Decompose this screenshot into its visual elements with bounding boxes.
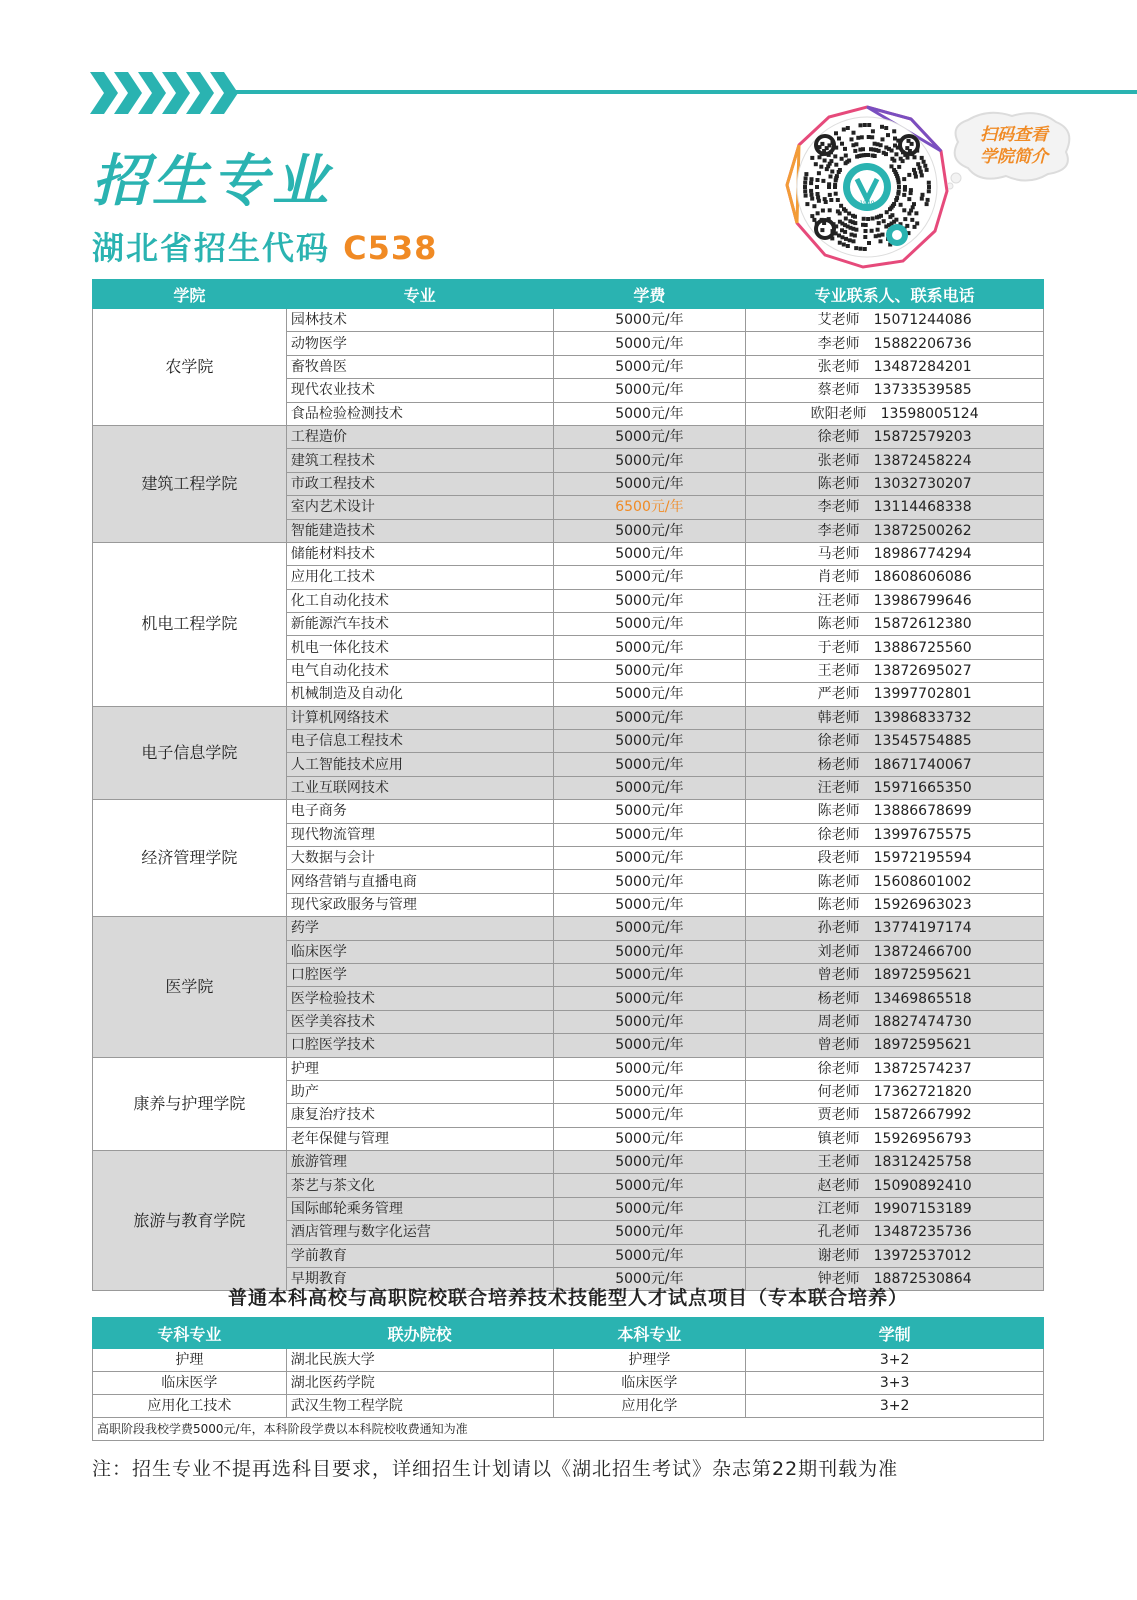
major-cell: 畜牧兽医 — [286, 355, 553, 378]
contact-cell — [746, 332, 1044, 355]
fee-cell: 5000元/年 — [553, 963, 746, 986]
fee-cell: 6500元/年 — [553, 496, 746, 519]
major-cell: 计算机网络技术 — [286, 706, 553, 729]
phone-number: 13545754885 — [873, 733, 972, 750]
major-cell: 电子商务 — [286, 800, 553, 823]
teacher-name: 李老师 — [817, 522, 860, 539]
table-row — [93, 1418, 1044, 1441]
province-label: 湖北省招生代码 — [92, 229, 331, 267]
fee-cell: 5000元/年 — [553, 776, 746, 799]
table-row — [93, 1372, 1044, 1395]
teacher-name: 李老师 — [817, 335, 860, 352]
major-cell: 康复治疗技术 — [286, 1104, 553, 1127]
joint-table-header — [93, 1318, 1044, 1349]
contact-cell — [746, 1197, 1044, 1220]
province-code-line — [92, 228, 437, 268]
contact-cell — [746, 309, 1044, 332]
phone-number: 13872466700 — [873, 943, 972, 960]
province-code: C538 — [343, 229, 438, 267]
diploma-major-cell: 护理 — [93, 1349, 287, 1372]
phone-number: 18872530864 — [873, 1271, 972, 1288]
fee-cell: 5000元/年 — [553, 1034, 746, 1057]
phone-number: 13972537012 — [873, 1247, 972, 1264]
fee-cell: 5000元/年 — [553, 636, 746, 659]
teacher-name: 江老师 — [817, 1201, 860, 1218]
teacher-name: 杨老师 — [817, 756, 860, 773]
fee-cell: 5000元/年 — [553, 823, 746, 846]
major-cell: 口腔医学 — [286, 963, 553, 986]
phone-number: 13872500262 — [873, 522, 972, 539]
college-cell: 电子信息学院 — [93, 706, 287, 800]
majors-table-body — [93, 309, 1044, 1291]
bachelor-major-cell: 应用化学 — [553, 1395, 746, 1418]
table-row — [93, 917, 1044, 940]
teacher-name: 张老师 — [817, 452, 860, 469]
phone-number: 13487235736 — [873, 1224, 972, 1241]
major-cell: 学前教育 — [286, 1244, 553, 1267]
contact-cell — [746, 1080, 1044, 1103]
fee-cell: 5000元/年 — [553, 683, 746, 706]
phone-number: 15972195594 — [873, 850, 972, 867]
col-header-diploma-major: 专科专业 — [93, 1318, 287, 1349]
system-cell: 3+2 — [746, 1395, 1044, 1418]
contact-cell — [746, 1010, 1044, 1033]
teacher-name: 徐老师 — [817, 733, 860, 750]
major-cell: 人工智能技术应用 — [286, 753, 553, 776]
major-cell: 工程造价 — [286, 425, 553, 448]
phone-number: 19907153189 — [873, 1201, 972, 1218]
page-title: 招生专业 — [92, 149, 332, 214]
table-row — [93, 542, 1044, 565]
partner-school-cell: 湖北民族大学 — [286, 1349, 553, 1372]
phone-number: 15608601002 — [873, 873, 972, 890]
teacher-name: 陈老师 — [817, 873, 860, 890]
col-header-major: 专业 — [286, 280, 553, 309]
major-cell: 电子信息工程技术 — [286, 730, 553, 753]
contact-cell — [746, 987, 1044, 1010]
major-cell: 旅游管理 — [286, 1151, 553, 1174]
major-cell: 茶艺与茶文化 — [286, 1174, 553, 1197]
phone-number: 13733539585 — [873, 382, 972, 399]
phone-number: 15926956793 — [873, 1130, 972, 1147]
teacher-name: 陈老师 — [817, 896, 860, 913]
col-header-college: 学院 — [93, 280, 287, 309]
phone-number: 18972595621 — [873, 967, 972, 984]
fee-cell: 5000元/年 — [553, 730, 746, 753]
phone-number: 15090892410 — [873, 1177, 972, 1194]
teacher-name: 段老师 — [817, 850, 860, 867]
contact-cell — [746, 589, 1044, 612]
teacher-name: 马老师 — [817, 546, 860, 563]
major-cell: 市政工程技术 — [286, 472, 553, 495]
contact-cell — [746, 963, 1044, 986]
major-cell: 化工自动化技术 — [286, 589, 553, 612]
qr-year: 1949 — [859, 200, 875, 207]
teacher-name: 张老师 — [817, 358, 860, 375]
contact-cell — [746, 940, 1044, 963]
major-cell: 国际邮轮乘务管理 — [286, 1197, 553, 1220]
phone-number: 13872574237 — [873, 1060, 972, 1077]
fee-cell: 5000元/年 — [553, 1244, 746, 1267]
col-header-fee: 学费 — [553, 280, 746, 309]
contact-cell — [746, 1057, 1044, 1080]
teacher-name: 周老师 — [817, 1013, 860, 1030]
major-cell: 临床医学 — [286, 940, 553, 963]
teacher-name: 孙老师 — [817, 920, 860, 937]
contact-cell — [746, 1151, 1044, 1174]
contact-cell — [746, 1127, 1044, 1150]
fee-cell: 5000元/年 — [553, 355, 746, 378]
college-cell: 医学院 — [93, 917, 287, 1057]
major-cell: 药学 — [286, 917, 553, 940]
fee-cell: 5000元/年 — [553, 589, 746, 612]
fee-cell: 5000元/年 — [553, 800, 746, 823]
table-row — [93, 800, 1044, 823]
contact-cell — [746, 519, 1044, 542]
major-cell: 现代农业技术 — [286, 379, 553, 402]
fee-cell: 5000元/年 — [553, 1057, 746, 1080]
table-row — [93, 309, 1044, 332]
contact-cell — [746, 1174, 1044, 1197]
phone-number: 15882206736 — [873, 335, 972, 352]
phone-number: 13997675575 — [873, 826, 972, 843]
col-header-system: 学制 — [746, 1318, 1044, 1349]
majors-table-header — [93, 280, 1044, 309]
major-cell: 大数据与会计 — [286, 846, 553, 869]
major-cell: 医学检验技术 — [286, 987, 553, 1010]
major-cell: 早期教育 — [286, 1268, 553, 1291]
table-row — [93, 1151, 1044, 1174]
col-header-contact: 专业联系人、联系电话 — [746, 280, 1044, 309]
teacher-name: 曾老师 — [817, 1037, 860, 1054]
contact-cell — [746, 613, 1044, 636]
fee-cell: 5000元/年 — [553, 566, 746, 589]
scan-hint-line2: 学院简介 — [980, 147, 1048, 167]
diploma-major-cell: 应用化工技术 — [93, 1395, 287, 1418]
major-cell: 食品检验检测技术 — [286, 402, 553, 425]
major-cell: 现代物流管理 — [286, 823, 553, 846]
fee-cell: 5000元/年 — [553, 706, 746, 729]
college-cell: 建筑工程学院 — [93, 425, 287, 542]
major-cell: 机电一体化技术 — [286, 636, 553, 659]
scan-hint-bubble — [948, 108, 1078, 190]
fee-cell: 5000元/年 — [553, 449, 746, 472]
teacher-name: 汪老师 — [817, 592, 860, 609]
contact-cell — [746, 1104, 1044, 1127]
phone-number: 13872695027 — [873, 663, 972, 680]
scan-hint-line1: 扫码查看 — [980, 125, 1048, 145]
fee-cell: 5000元/年 — [553, 542, 746, 565]
major-cell: 园林技术 — [286, 309, 553, 332]
fee-cell: 5000元/年 — [553, 1197, 746, 1220]
college-cell: 农学院 — [93, 309, 287, 426]
contact-cell — [746, 893, 1044, 916]
header-divider — [230, 90, 1137, 94]
contact-cell — [746, 379, 1044, 402]
major-cell: 储能材料技术 — [286, 542, 553, 565]
teacher-name: 贾老师 — [817, 1107, 860, 1124]
fee-cell: 5000元/年 — [553, 987, 746, 1010]
teacher-name: 汪老师 — [817, 780, 860, 796]
phone-number: 15872612380 — [873, 616, 972, 633]
major-cell: 工业互联网技术 — [286, 776, 553, 799]
fee-cell: 5000元/年 — [553, 1174, 746, 1197]
major-cell: 助产 — [286, 1080, 553, 1103]
teacher-name: 镇老师 — [817, 1130, 860, 1147]
major-cell: 新能源汽车技术 — [286, 613, 553, 636]
phone-number: 13886725560 — [873, 639, 972, 656]
contact-cell — [746, 706, 1044, 729]
fee-cell: 5000元/年 — [553, 1127, 746, 1150]
major-cell: 口腔医学技术 — [286, 1034, 553, 1057]
major-cell: 应用化工技术 — [286, 566, 553, 589]
fee-cell: 5000元/年 — [553, 332, 746, 355]
partner-school-cell: 湖北医药学院 — [286, 1372, 553, 1395]
phone-number: 15872579203 — [873, 429, 972, 446]
phone-number: 13886678699 — [873, 803, 972, 820]
phone-number: 18972595621 — [873, 1037, 972, 1054]
teacher-name: 谢老师 — [817, 1247, 860, 1264]
contact-cell — [746, 1244, 1044, 1267]
phone-number: 13469865518 — [873, 990, 972, 1007]
contact-cell — [746, 753, 1044, 776]
teacher-name: 蔡老师 — [817, 382, 860, 399]
phone-number: 13986799646 — [873, 592, 972, 609]
fee-cell: 5000元/年 — [553, 309, 746, 332]
contact-cell — [746, 683, 1044, 706]
fee-cell: 5000元/年 — [553, 613, 746, 636]
contact-cell — [746, 917, 1044, 940]
major-cell: 机械制造及自动化 — [286, 683, 553, 706]
major-cell: 室内艺术设计 — [286, 496, 553, 519]
col-header-bachelor-major: 本科专业 — [553, 1318, 746, 1349]
college-cell: 机电工程学院 — [93, 542, 287, 706]
table-row — [93, 425, 1044, 448]
fee-cell: 5000元/年 — [553, 1268, 746, 1291]
majors-table — [92, 279, 1044, 1291]
fee-cell: 5000元/年 — [553, 519, 746, 542]
fee-cell: 5000元/年 — [553, 659, 746, 682]
major-cell: 建筑工程技术 — [286, 449, 553, 472]
teacher-name: 王老师 — [817, 1154, 860, 1171]
fee-cell: 5000元/年 — [553, 425, 746, 448]
contact-cell — [746, 542, 1044, 565]
college-cell: 康养与护理学院 — [93, 1057, 287, 1151]
contact-cell — [746, 566, 1044, 589]
fee-cell: 5000元/年 — [553, 846, 746, 869]
contact-cell — [746, 636, 1044, 659]
contact-cell — [746, 496, 1044, 519]
teacher-name: 徐老师 — [817, 1060, 860, 1077]
phone-number: 13986833732 — [873, 709, 972, 726]
teacher-name: 杨老师 — [817, 990, 860, 1007]
teacher-name: 艾老师 — [817, 312, 860, 329]
teacher-name: 韩老师 — [817, 709, 860, 726]
fee-cell: 5000元/年 — [553, 1104, 746, 1127]
contact-cell — [746, 355, 1044, 378]
fee-cell: 5000元/年 — [553, 870, 746, 893]
contact-cell — [746, 402, 1044, 425]
teacher-name: 孔老师 — [817, 1224, 860, 1241]
fee-cell: 5000元/年 — [553, 940, 746, 963]
teacher-name: 严老师 — [817, 686, 860, 703]
phone-number: 13774197174 — [873, 920, 972, 937]
table-row — [93, 1349, 1044, 1372]
phone-number: 13032730207 — [873, 475, 972, 492]
phone-number: 13872458224 — [873, 452, 972, 469]
phone-number: 18312425758 — [873, 1154, 972, 1171]
teacher-name: 赵老师 — [817, 1177, 860, 1194]
fee-cell: 5000元/年 — [553, 917, 746, 940]
teacher-name: 徐老师 — [817, 826, 860, 843]
teacher-name: 肖老师 — [817, 569, 860, 586]
teacher-name: 钟老师 — [817, 1271, 860, 1288]
fee-cell: 5000元/年 — [553, 472, 746, 495]
college-cell: 经济管理学院 — [93, 800, 287, 917]
phone-number: 13997702801 — [873, 686, 972, 703]
fee-cell: 5000元/年 — [553, 1080, 746, 1103]
major-cell: 现代家政服务与管理 — [286, 893, 553, 916]
teacher-name: 徐老师 — [817, 429, 860, 446]
system-cell: 3+3 — [746, 1372, 1044, 1395]
major-cell: 电气自动化技术 — [286, 659, 553, 682]
major-cell: 护理 — [286, 1057, 553, 1080]
phone-number: 18671740067 — [873, 756, 972, 773]
phone-number: 15071244086 — [873, 312, 972, 329]
table-row — [93, 1395, 1044, 1418]
phone-number: 18986774294 — [873, 546, 972, 563]
phone-number: 13487284201 — [873, 358, 972, 375]
major-cell: 网络营销与直播电商 — [286, 870, 553, 893]
major-cell: 酒店管理与数字化运营 — [286, 1221, 553, 1244]
fee-cell: 5000元/年 — [553, 402, 746, 425]
phone-number: 18827474730 — [873, 1013, 972, 1030]
teacher-name: 欧阳老师 — [810, 405, 867, 422]
fee-cell: 5000元/年 — [553, 893, 746, 916]
fee-cell: 5000元/年 — [553, 1010, 746, 1033]
major-cell: 智能建造技术 — [286, 519, 553, 542]
col-header-partner-school: 联办院校 — [286, 1318, 553, 1349]
chevron-decoration-icon — [90, 72, 238, 114]
partner-school-cell: 武汉生物工程学院 — [286, 1395, 553, 1418]
teacher-name: 刘老师 — [817, 943, 860, 960]
contact-cell — [746, 870, 1044, 893]
contact-cell — [746, 1034, 1044, 1057]
fee-cell: 5000元/年 — [553, 1221, 746, 1244]
contact-cell — [746, 800, 1044, 823]
joint-program-title: 普通本科高校与高职院校联合培养技术技能型人才试点项目（专本联合培养） — [227, 1287, 908, 1309]
teacher-name: 王老师 — [817, 663, 860, 680]
phone-number: 17362721820 — [873, 1084, 972, 1101]
teacher-name: 于老师 — [817, 639, 860, 656]
contact-cell — [746, 823, 1044, 846]
fee-cell: 5000元/年 — [553, 753, 746, 776]
bachelor-major-cell: 护理学 — [553, 1349, 746, 1372]
phone-number: 13114468338 — [873, 499, 972, 516]
table-row — [93, 706, 1044, 729]
contact-cell — [746, 425, 1044, 448]
phone-number: 13598005124 — [880, 405, 979, 422]
teacher-name: 李老师 — [817, 499, 860, 516]
phone-number: 15971665350 — [873, 780, 972, 796]
contact-cell — [746, 846, 1044, 869]
joint-fee-note: 高职阶段我校学费5000元/年，本科阶段学费以本科院校收费通知为准 — [93, 1418, 1044, 1441]
phone-number: 15872667992 — [873, 1107, 972, 1124]
joint-table-body — [93, 1349, 1044, 1441]
teacher-name: 陈老师 — [817, 475, 860, 492]
major-cell: 老年保健与管理 — [286, 1127, 553, 1150]
contact-cell — [746, 1221, 1044, 1244]
contact-cell — [746, 659, 1044, 682]
fee-cell: 5000元/年 — [553, 379, 746, 402]
contact-cell — [746, 449, 1044, 472]
contact-cell — [746, 730, 1044, 753]
college-cell: 旅游与教育学院 — [93, 1151, 287, 1291]
teacher-name: 陈老师 — [817, 616, 860, 633]
phone-number: 18608606086 — [873, 569, 972, 586]
teacher-name: 陈老师 — [817, 803, 860, 820]
bachelor-major-cell: 临床医学 — [553, 1372, 746, 1395]
fee-cell: 5000元/年 — [553, 1151, 746, 1174]
footer-note: 注：招生专业不提再选科目要求，详细招生计划请以《湖北招生考试》杂志第22期刊载为准 — [92, 1458, 899, 1480]
teacher-name: 何老师 — [817, 1084, 860, 1101]
phone-number: 15926963023 — [873, 896, 972, 913]
major-cell: 医学美容技术 — [286, 1010, 553, 1033]
table-row — [93, 1057, 1044, 1080]
teacher-name: 曾老师 — [817, 967, 860, 984]
contact-cell — [746, 776, 1044, 799]
contact-cell — [746, 472, 1044, 495]
major-cell: 动物医学 — [286, 332, 553, 355]
system-cell: 3+2 — [746, 1349, 1044, 1372]
diploma-major-cell: 临床医学 — [93, 1372, 287, 1395]
qr-code-icon[interactable] — [785, 105, 950, 270]
joint-program-table — [92, 1317, 1044, 1441]
